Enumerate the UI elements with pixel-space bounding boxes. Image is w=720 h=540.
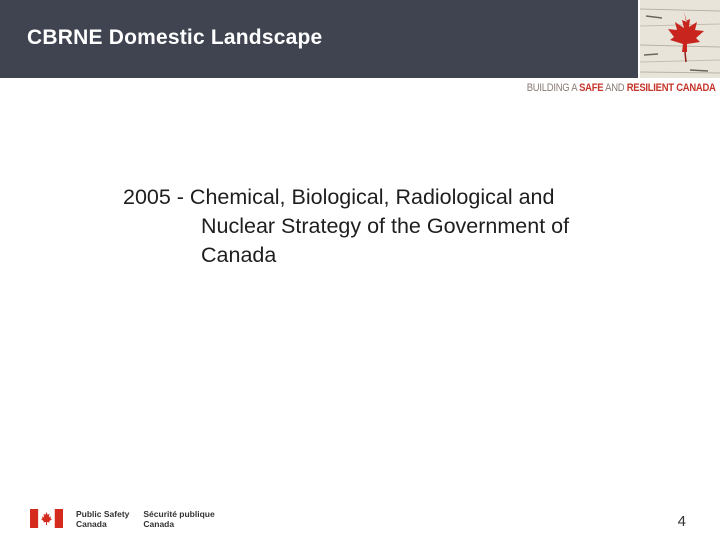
- header-bar: [0, 0, 638, 78]
- org-en-line-2: Canada: [76, 519, 107, 529]
- org-fr-line-1: Sécurité publique: [143, 509, 215, 519]
- org-name-french: [143, 509, 214, 529]
- body-line-1: 2005 - Chemical, Biological, Radiological and: [123, 185, 555, 209]
- maple-leaf-birch-image: [640, 0, 720, 78]
- org-en-line-1: Public Safety: [76, 509, 130, 519]
- tagline-prefix: BUILDING A: [527, 82, 580, 94]
- page-number: 4: [677, 513, 686, 530]
- tagline-resilient: RESILIENT CANADA: [627, 82, 716, 94]
- org-name-english: [76, 509, 129, 529]
- tagline-safe: SAFE: [579, 82, 604, 94]
- canada-flag-icon: [30, 509, 63, 528]
- tagline-middle: AND: [603, 82, 628, 94]
- body-line-2: Nuclear Strategy of the Government of: [201, 214, 570, 238]
- slide-title: CBRNE Domestic Landscape: [27, 26, 323, 49]
- org-fr-line-2: Canada: [143, 519, 175, 529]
- body-line-3: Canada: [201, 243, 277, 267]
- tagline: [527, 82, 716, 94]
- maple-leaf-icon: [640, 0, 720, 78]
- body-text: [123, 183, 643, 270]
- footer-logo: [30, 509, 215, 529]
